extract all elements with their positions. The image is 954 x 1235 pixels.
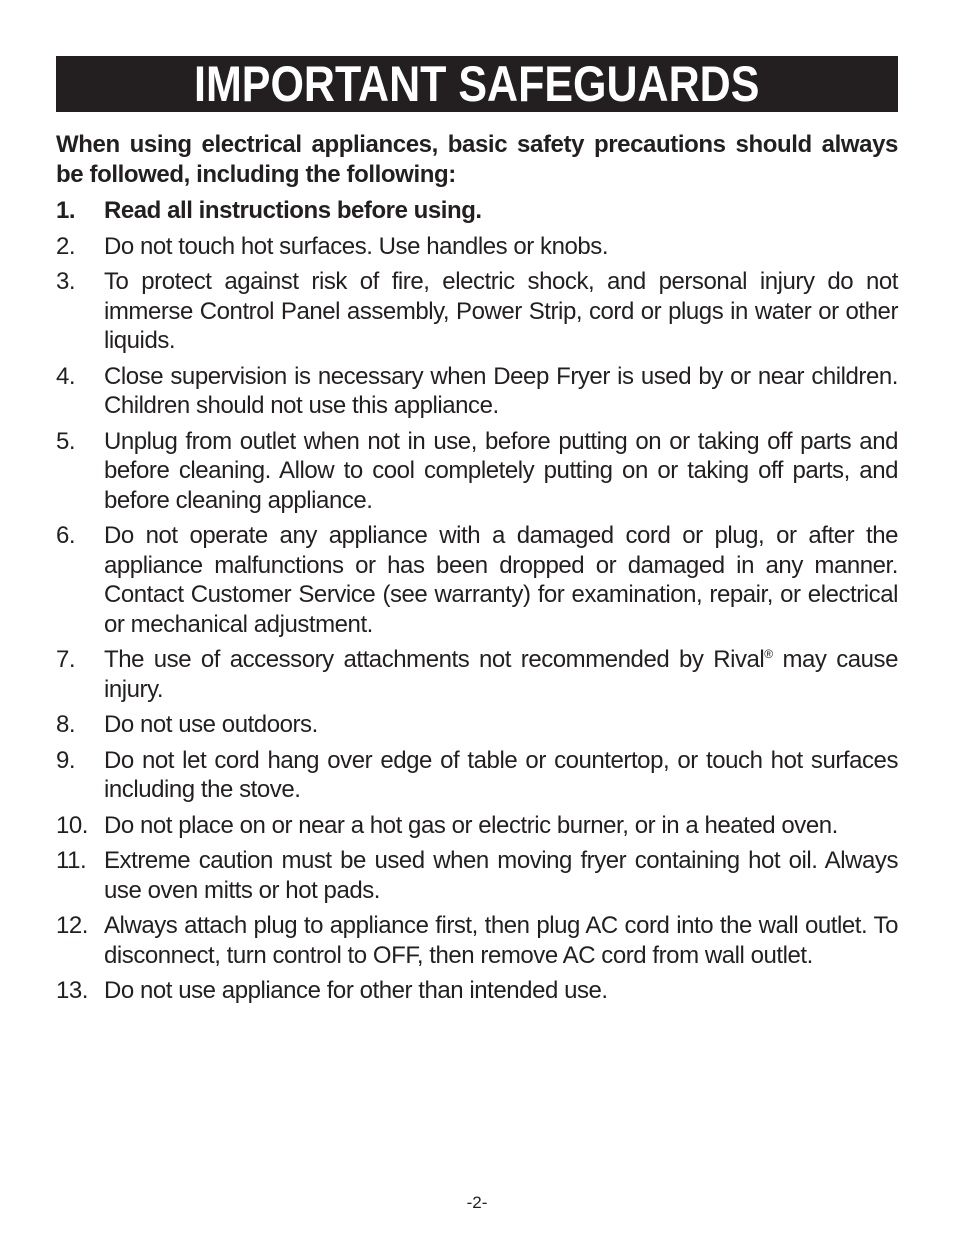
list-item [56, 911, 898, 970]
list-item [56, 746, 898, 805]
list-item [56, 196, 898, 226]
item-text: Read all instructions before using. [104, 197, 482, 224]
item-text: Do not use outdoors. [104, 711, 318, 738]
item-text: Do not use appliance for other than intended use. [104, 977, 608, 1004]
item-number: 4. [56, 362, 76, 390]
item-number: 3. [56, 268, 76, 295]
item-text: Do not place on or near a hot gas or electric burner, or in a heated oven. [104, 811, 838, 839]
list-item [56, 521, 898, 639]
list-item [56, 267, 898, 356]
item-number: 12. [56, 912, 89, 939]
item-number: 11. [56, 847, 87, 874]
item-text: Do not let cord hang over edge of table or countertop, or touch hot surfaces including the stove. [104, 746, 898, 803]
item-text: To protect against risk of fire, electric shock, and personal injury do not immerse Control Panel assembly, Power Strip, cord or plugs in water or other liquids. [104, 268, 898, 354]
item-text: Extreme caution must be used when moving fryer containing hot oil. Always use oven mitts or hot pads. [104, 847, 898, 904]
list-item [56, 846, 898, 905]
item-text: Unplug from outlet when not in use, before putting on or taking off parts and before cleaning. Allow to cool completely putting on or taking off parts, and before cleaning appliance. [104, 427, 898, 514]
item-number: 1. [56, 197, 76, 224]
item-text: Do not operate any appliance with a damaged cord or plug, or after the appliance malfunctions or has been dropped or damaged in any manner. Contact Customer Service (see warranty) for examination, repair, or electrical or mechanical adjustment. [104, 522, 898, 638]
item-text: Always attach plug to appliance first, then plug AC cord into the wall outlet. To disconnect, turn control to OFF, then remove AC cord from wall outlet. [104, 912, 898, 969]
registered-mark: ® [764, 647, 773, 661]
item-text: Do not touch hot surfaces. Use handles or knobs. [104, 232, 609, 260]
title-banner [56, 56, 898, 112]
item-text: Close supervision is necessary when Deep Fryer is used by or near children. Children should not use this appliance. [104, 362, 898, 419]
list-item [56, 811, 898, 841]
item-number: 5. [56, 427, 76, 455]
item-number: 8. [56, 711, 76, 738]
item-number: 13. [56, 977, 89, 1004]
page-title: IMPORTANT SAFEGUARDS [194, 56, 760, 112]
item-text-start: The use of accessory attachments not recommended by Rival [104, 646, 765, 673]
item-number: 10. [56, 811, 89, 839]
list-item [56, 645, 898, 704]
intro-paragraph: When using electrical appliances, basic safety precautions should always be followed, including the following: [56, 131, 898, 188]
safeguards-list [56, 196, 898, 1012]
list-item [56, 232, 898, 262]
item-text-end: may cause injury. [104, 646, 898, 703]
item-number: 9. [56, 746, 76, 774]
item-number: 2. [56, 232, 76, 260]
list-item [56, 976, 898, 1006]
item-number: 7. [56, 646, 76, 673]
list-item [56, 710, 898, 740]
item-number: 6. [56, 522, 76, 549]
list-item [56, 362, 898, 421]
page-number: -2- [466, 1193, 488, 1212]
list-item [56, 427, 898, 516]
